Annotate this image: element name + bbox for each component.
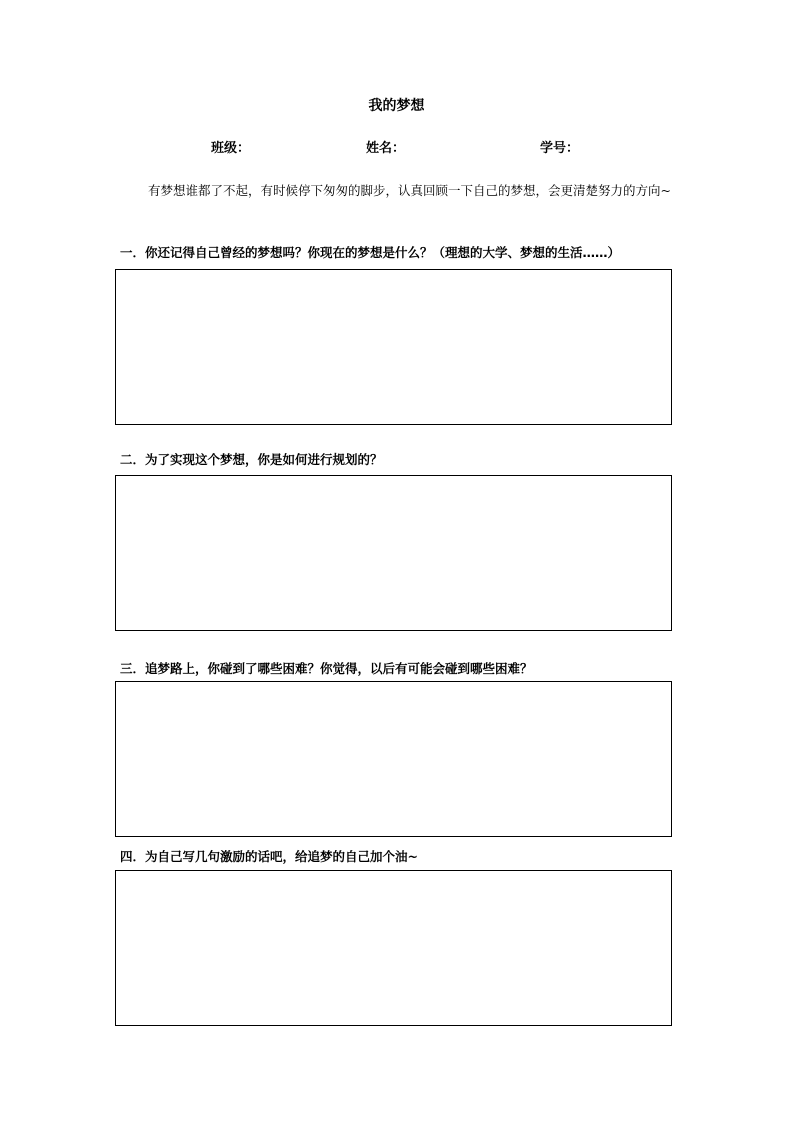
question-4: 四．为自己写几句激励的话吧，给追梦的自己加个油~ <box>120 849 418 864</box>
question-2: 二．为了实现这个梦想，你是如何进行规划的？ <box>120 452 383 467</box>
class-label: 班级： <box>211 141 251 156</box>
intro-paragraph: 有梦想谁都了不起，有时候停下匆匆的脚步，认真回顾一下自己的梦想，会更清楚努力的方向~ <box>148 183 671 198</box>
page-title: 我的梦想 <box>368 98 425 114</box>
question-1: 一．你还记得自己曾经的梦想吗？你现在的梦想是什么？（理想的大学、梦想的生活……） <box>120 245 621 260</box>
question-3: 三．追梦路上，你碰到了哪些困难？你觉得，以后有可能会碰到哪些困难？ <box>120 661 533 676</box>
answer-box-4[interactable] <box>115 870 672 1026</box>
student-id-label: 学号： <box>540 141 580 156</box>
answer-box-3[interactable] <box>115 681 672 837</box>
answer-box-1[interactable] <box>115 269 672 425</box>
name-label: 姓名： <box>366 141 406 156</box>
answer-box-2[interactable] <box>115 475 672 631</box>
